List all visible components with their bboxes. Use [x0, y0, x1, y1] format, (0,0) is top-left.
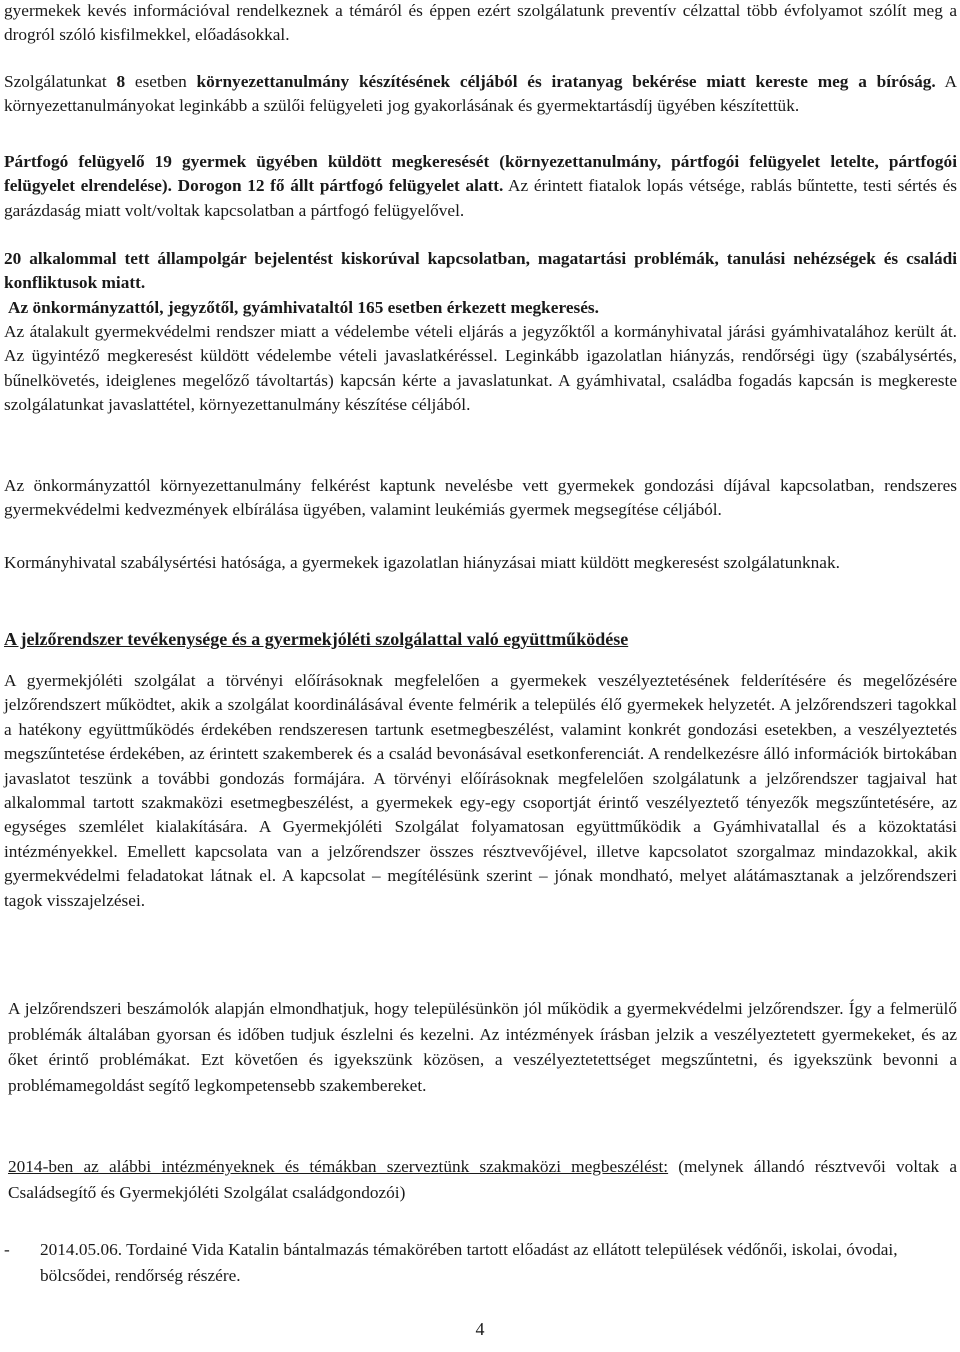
paragraph-guardianship: Az átalakult gyermekvédelmi rendszer miatt a védelembe vételi eljárás a jegyzőktől a kormányhivatal járási gyámhivatalához került át. Az ügyintéző megkeresést küldött védelembe vételi javaslatkéréssel. Leginkább igazolatlan hiányzás, rendőrségi ügy (szabálysértés, bűnelkövetés, ideiglenes megelőző távoltartás) kapcsán kérte a javaslatunkat. A gyámhivatal, családba fogadás kapcsán is megkereste szolgálatunkat javaslattétel, környezettanulmány készítése céljából.	[4, 322, 957, 415]
paragraph-reports: A jelzőrendszeri beszámolók alapján elmondhatjuk, hogy településünkön jól működik a gyermekvédelmi jelzőrendszer. Így a felmerülő problémák általában gyorsan és időben tudjuk észlelni és kezelni. Az intézmények írásban jelzik a veszélyeztetett gyermekeket, és az őket érintő problémákat. Ezt követően és igyekszünk közösen, a veszélyeztetettséget megszűntetni, és igyekszünk bevonni a problémamegoldást segítő legkompetensebb szakembereket.	[8, 999, 957, 1095]
list-item	[4, 1237, 957, 1289]
paragraph-citizen-reports: 20 alkalommal tett állampolgár bejelentést kiskorúval kapcsolatban, magatartási problémák, tanulási nehézségek és családi konfliktusok miatt.	[4, 249, 957, 293]
text-span: A környezettanulmányokat leginkább a szülői felügyeleti jog gyakorlásának és gyermektartásdíj ügyében készítettük.	[4, 72, 957, 116]
paragraph-meetings-intro	[4, 1154, 957, 1205]
paragraph-probation	[4, 150, 957, 223]
text-span: Szolgálatunkat	[4, 72, 117, 91]
paragraph-env-study: Az önkormányzattól környezettanulmány felkérést kaptunk nevelésbe vett gyermekek gondozási díjával kapcsolatban, rendszeres gyermekvédelmi kedvezmények elbírálása ügyében, valamint leukémiás gyermek megsegítése céljából.	[4, 476, 957, 520]
paragraph-court-requests	[4, 70, 957, 119]
paragraph-signal-system: A gyermekjóléti szolgálat a törvényi előírásoknak megfelelően a gyermekek veszélyeztetésének felderítésére és megelőzésére jelzőrendszert működtet, akik a szolgálat koordinálásával évente felmérik a település élő gyermekek helyzetét. A jelzőrendszeri tagokkal a hatékony együttműködés érdekében rendszeresen tartunk esetmegbeszélést, valamint konkrét gondozási esetekben, a veszélyeztetés megszűntetése érdekében, az érintett szakemberek és a család bevonásával esetkonferenciát. A rendelkezésre álló információk birtokában javaslatot teszünk a további gondozás formájára. A törvényi előírásoknak megfelelően szolgálatunk a jelzőrendszer tagjaival hat alkalommal tartott szakmaközi esetmegbeszélést, a gyermekek egy-egy csoportját érintő veszélyeztető tényezők megszűntetésére, az egységes szemlélet kialakítására. A Gyermekjóléti Szolgálat folyamatosan együttműködik a Gyámhivatallal és a közoktatási intézményekkel. Emellett kapcsolata van a jelzőrendszer összes résztvevőjével, illetve kapcsolatot szorgalmaz mindazokkal, akik gyermekvédelmi feladatokat látnak el. A kapcsolat – megítélésünk szerint – jónak mondható, melyet alátámasztanak a jelzőrendszeri tagok visszajelzései.	[4, 671, 957, 910]
text-span: esetben	[125, 72, 197, 91]
page-number: 4	[475, 1319, 485, 1339]
underlined-text: 2014-ben az alábbi intézményeknek és témákban szerveztünk szakmaközi megbeszélést:	[8, 1157, 669, 1176]
text-span: Az érintett fiatalok lopás vétsége, rablás bűntette, testi sértés és garázdaság miatt volt/voltak kapcsolatban a pártfogó felügyelővel.	[4, 176, 957, 220]
paragraph-government-office: Kormányhivatal szabálysértési hatósága, a gyermekek igazolatlan hiányzásai miatt küldött megkeresést szolgálatunknak.	[4, 553, 840, 572]
paragraph-municipal-requests: Az önkormányzattól, jegyzőtől, gyámhivataltól 165 esetben érkezett megkeresés.	[8, 298, 599, 317]
bold-count: 8	[116, 72, 126, 91]
bold-text: környezettanulmány készítésének céljából és iratanyag bekérése miatt kereste meg a bíróság.	[196, 72, 936, 91]
text-span: (melynek állandó résztvevői voltak a Családsegítő és Gyermekjóléti Szolgálat családgondozói)	[8, 1157, 958, 1202]
list-item-text: 2014.05.06. Tordainé Vida Katalin bántalmazás témakörében tartott előadást az ellátott települések védőnői, iskolai, óvodai, bölcsődei, rendőrség részére.	[40, 1240, 898, 1285]
list-dash: -	[4, 1240, 10, 1259]
paragraph-drug-prevention: gyermekek kevés információval rendelkeznek a témáról és éppen ezért szolgálatunk preventív célzattal több évfolyamot szólít meg a drogról szóló kisfilmekkel, előadásokkal.	[4, 1, 957, 45]
section-heading: A jelzőrendszer tevékenysége és a gyermekjóléti szolgálattal való együttműködése	[4, 629, 629, 649]
bold-text: Pártfogó felügyelő 19 gyermek ügyében küldött megkeresését (környezettanulmány, pártfogói felügyelet letelte, pártfogói felügyelet elrendelése). Dorogon 12 fő állt pártfogó felügyelet alatt.	[4, 152, 957, 196]
